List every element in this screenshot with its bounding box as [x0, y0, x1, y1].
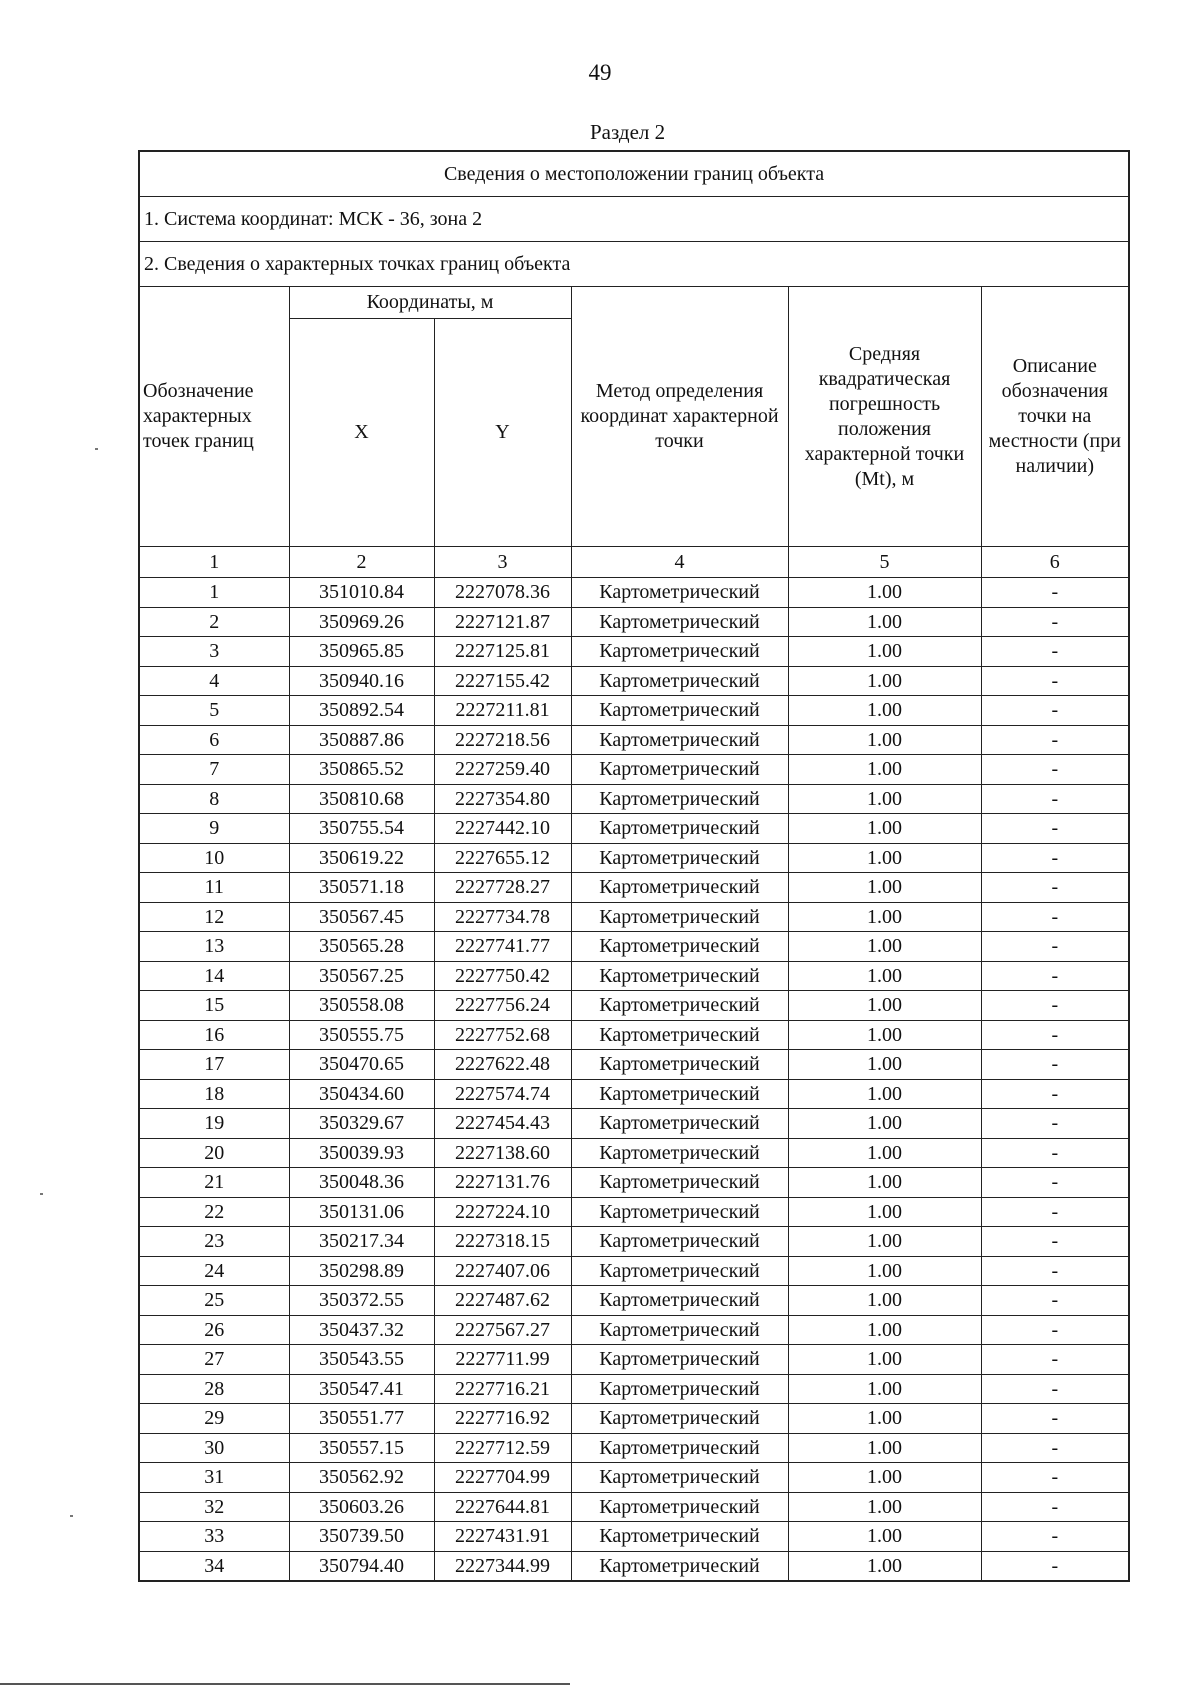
description-cell: -	[981, 1109, 1129, 1139]
method-cell: Картометрический	[571, 637, 788, 667]
table-row	[139, 755, 1129, 785]
table-row	[139, 1315, 1129, 1345]
description-cell: -	[981, 932, 1129, 962]
description-cell: -	[981, 755, 1129, 785]
point-number-cell: 3	[139, 637, 289, 667]
table-row	[139, 1109, 1129, 1139]
table-row	[139, 1463, 1129, 1493]
y-coordinate-cell: 2227704.99	[434, 1463, 571, 1493]
x-coordinate-cell: 350543.55	[289, 1345, 434, 1375]
description-cell: -	[981, 1522, 1129, 1552]
point-number-cell: 15	[139, 991, 289, 1021]
description-cell: -	[981, 696, 1129, 726]
column-number: 4	[571, 547, 788, 578]
error-cell: 1.00	[788, 873, 981, 903]
error-cell: 1.00	[788, 1286, 981, 1316]
error-cell: 1.00	[788, 843, 981, 873]
y-coordinate-cell: 2227655.12	[434, 843, 571, 873]
margin-speck	[40, 1193, 43, 1195]
table-row	[139, 1522, 1129, 1552]
table-row	[139, 932, 1129, 962]
description-cell: -	[981, 725, 1129, 755]
error-cell: 1.00	[788, 755, 981, 785]
error-cell: 1.00	[788, 1020, 981, 1050]
method-cell: Картометрический	[571, 1315, 788, 1345]
y-coordinate-cell: 2227318.15	[434, 1227, 571, 1257]
method-cell: Картометрический	[571, 696, 788, 726]
table-row	[139, 725, 1129, 755]
y-coordinate-cell: 2227259.40	[434, 755, 571, 785]
y-coordinate-cell: 2227711.99	[434, 1345, 571, 1375]
table-row	[139, 1433, 1129, 1463]
point-number-cell: 1	[139, 578, 289, 608]
margin-speck	[95, 448, 98, 450]
x-coordinate-cell: 350547.41	[289, 1374, 434, 1404]
x-coordinate-cell: 350969.26	[289, 607, 434, 637]
description-cell: -	[981, 1404, 1129, 1434]
header-x: X	[289, 319, 434, 547]
point-number-cell: 12	[139, 902, 289, 932]
description-cell: -	[981, 873, 1129, 903]
error-cell: 1.00	[788, 784, 981, 814]
x-coordinate-cell: 350558.08	[289, 991, 434, 1021]
error-cell: 1.00	[788, 696, 981, 726]
error-cell: 1.00	[788, 666, 981, 696]
x-coordinate-cell: 350434.60	[289, 1079, 434, 1109]
error-cell: 1.00	[788, 1138, 981, 1168]
error-cell: 1.00	[788, 1522, 981, 1552]
x-coordinate-cell: 350794.40	[289, 1551, 434, 1581]
error-cell: 1.00	[788, 1109, 981, 1139]
x-coordinate-cell: 350565.28	[289, 932, 434, 962]
x-coordinate-cell: 350865.52	[289, 755, 434, 785]
x-coordinate-cell: 350739.50	[289, 1522, 434, 1552]
method-cell: Картометрический	[571, 932, 788, 962]
point-number-cell: 23	[139, 1227, 289, 1257]
method-cell: Картометрический	[571, 1050, 788, 1080]
table-row	[139, 1050, 1129, 1080]
header-description: Описание обозначения точки на местности (при наличии)	[981, 287, 1129, 547]
error-cell: 1.00	[788, 902, 981, 932]
description-cell: -	[981, 1463, 1129, 1493]
error-cell: 1.00	[788, 578, 981, 608]
table-row	[139, 637, 1129, 667]
method-cell: Картометрический	[571, 1020, 788, 1050]
method-cell: Картометрический	[571, 1433, 788, 1463]
method-cell: Картометрический	[571, 578, 788, 608]
method-cell: Картометрический	[571, 1286, 788, 1316]
description-cell: -	[981, 607, 1129, 637]
points-section-label: 2. Сведения о характерных точках границ объекта	[139, 242, 1129, 287]
table-row	[139, 1404, 1129, 1434]
y-coordinate-cell: 2227442.10	[434, 814, 571, 844]
x-coordinate-cell: 350562.92	[289, 1463, 434, 1493]
table-row	[139, 1286, 1129, 1316]
y-coordinate-cell: 2227078.36	[434, 578, 571, 608]
point-number-cell: 28	[139, 1374, 289, 1404]
table-title: Сведения о местоположении границ объекта	[139, 151, 1129, 197]
method-cell: Картометрический	[571, 1227, 788, 1257]
x-coordinate-cell: 350329.67	[289, 1109, 434, 1139]
boundary-points-table	[138, 150, 1130, 1582]
method-cell: Картометрический	[571, 1256, 788, 1286]
error-cell: 1.00	[788, 1374, 981, 1404]
description-cell: -	[981, 1286, 1129, 1316]
error-cell: 1.00	[788, 1492, 981, 1522]
description-cell: -	[981, 666, 1129, 696]
description-cell: -	[981, 1168, 1129, 1198]
y-coordinate-cell: 2227487.62	[434, 1286, 571, 1316]
y-coordinate-cell: 2227218.56	[434, 725, 571, 755]
method-cell: Картометрический	[571, 873, 788, 903]
column-number-row	[139, 547, 1129, 578]
table-row	[139, 578, 1129, 608]
point-number-cell: 24	[139, 1256, 289, 1286]
description-cell: -	[981, 1315, 1129, 1345]
x-coordinate-cell: 350571.18	[289, 873, 434, 903]
y-coordinate-cell: 2227750.42	[434, 961, 571, 991]
column-number: 6	[981, 547, 1129, 578]
point-number-cell: 16	[139, 1020, 289, 1050]
error-cell: 1.00	[788, 961, 981, 991]
table-row	[139, 696, 1129, 726]
table-row	[139, 1138, 1129, 1168]
error-cell: 1.00	[788, 1551, 981, 1581]
y-coordinate-cell: 2227712.59	[434, 1433, 571, 1463]
table-row	[139, 1227, 1129, 1257]
method-cell: Картометрический	[571, 666, 788, 696]
y-coordinate-cell: 2227344.99	[434, 1551, 571, 1581]
method-cell: Картометрический	[571, 1551, 788, 1581]
point-number-cell: 4	[139, 666, 289, 696]
point-number-cell: 34	[139, 1551, 289, 1581]
description-cell: -	[981, 1433, 1129, 1463]
error-cell: 1.00	[788, 607, 981, 637]
y-coordinate-cell: 2227716.21	[434, 1374, 571, 1404]
x-coordinate-cell: 350810.68	[289, 784, 434, 814]
table-row	[139, 607, 1129, 637]
table-row	[139, 1551, 1129, 1581]
x-coordinate-cell: 350755.54	[289, 814, 434, 844]
point-number-cell: 33	[139, 1522, 289, 1552]
section-title: Раздел 2	[590, 120, 666, 144]
y-coordinate-cell: 2227741.77	[434, 932, 571, 962]
x-coordinate-cell: 350965.85	[289, 637, 434, 667]
error-cell: 1.00	[788, 814, 981, 844]
table-row	[139, 1020, 1129, 1050]
x-coordinate-cell: 351010.84	[289, 578, 434, 608]
table-row	[139, 1079, 1129, 1109]
method-cell: Картометрический	[571, 607, 788, 637]
x-coordinate-cell: 350940.16	[289, 666, 434, 696]
x-coordinate-cell: 350048.36	[289, 1168, 434, 1198]
table-row	[139, 1345, 1129, 1375]
header-error: Средняя квадратическая погрешность положения характерной точки (Mt), м	[788, 287, 981, 547]
table-row	[139, 1256, 1129, 1286]
method-cell: Картометрический	[571, 1522, 788, 1552]
column-number: 5	[788, 547, 981, 578]
method-cell: Картометрический	[571, 1079, 788, 1109]
method-cell: Картометрический	[571, 1374, 788, 1404]
error-cell: 1.00	[788, 1079, 981, 1109]
column-number: 3	[434, 547, 571, 578]
point-number-cell: 22	[139, 1197, 289, 1227]
y-coordinate-cell: 2227567.27	[434, 1315, 571, 1345]
header-coordinates: Координаты, м	[289, 287, 571, 319]
table-row	[139, 814, 1129, 844]
x-coordinate-cell: 350551.77	[289, 1404, 434, 1434]
description-cell: -	[981, 814, 1129, 844]
x-coordinate-cell: 350892.54	[289, 696, 434, 726]
point-number-cell: 26	[139, 1315, 289, 1345]
description-cell: -	[981, 637, 1129, 667]
x-coordinate-cell: 350555.75	[289, 1020, 434, 1050]
header-method: Метод определения координат характерной точки	[571, 287, 788, 547]
method-cell: Картометрический	[571, 755, 788, 785]
error-cell: 1.00	[788, 1168, 981, 1198]
table-row	[139, 1197, 1129, 1227]
y-coordinate-cell: 2227756.24	[434, 991, 571, 1021]
y-coordinate-cell: 2227574.74	[434, 1079, 571, 1109]
y-coordinate-cell: 2227125.81	[434, 637, 571, 667]
method-cell: Картометрический	[571, 1109, 788, 1139]
description-cell: -	[981, 1050, 1129, 1080]
y-coordinate-cell: 2227138.60	[434, 1138, 571, 1168]
point-number-cell: 13	[139, 932, 289, 962]
y-coordinate-cell: 2227752.68	[434, 1020, 571, 1050]
y-coordinate-cell: 2227224.10	[434, 1197, 571, 1227]
error-cell: 1.00	[788, 1433, 981, 1463]
x-coordinate-cell: 350298.89	[289, 1256, 434, 1286]
y-coordinate-cell: 2227431.91	[434, 1522, 571, 1552]
coord-system-label: 1. Система координат: МСК - 36, зона 2	[139, 197, 1129, 242]
method-cell: Картометрический	[571, 725, 788, 755]
x-coordinate-cell: 350372.55	[289, 1286, 434, 1316]
method-cell: Картометрический	[571, 991, 788, 1021]
point-number-cell: 14	[139, 961, 289, 991]
point-number-cell: 31	[139, 1463, 289, 1493]
table-row	[139, 666, 1129, 696]
method-cell: Картометрический	[571, 784, 788, 814]
error-cell: 1.00	[788, 1315, 981, 1345]
table-row	[139, 961, 1129, 991]
table-row	[139, 902, 1129, 932]
error-cell: 1.00	[788, 1227, 981, 1257]
error-cell: 1.00	[788, 932, 981, 962]
x-coordinate-cell: 350217.34	[289, 1227, 434, 1257]
description-cell: -	[981, 1227, 1129, 1257]
description-cell: -	[981, 961, 1129, 991]
method-cell: Картометрический	[571, 1197, 788, 1227]
description-cell: -	[981, 902, 1129, 932]
y-coordinate-cell: 2227728.27	[434, 873, 571, 903]
error-cell: 1.00	[788, 1463, 981, 1493]
y-coordinate-cell: 2227121.87	[434, 607, 571, 637]
table-row	[139, 1492, 1129, 1522]
method-cell: Картометрический	[571, 1345, 788, 1375]
description-cell: -	[981, 1492, 1129, 1522]
table-row	[139, 784, 1129, 814]
error-cell: 1.00	[788, 1256, 981, 1286]
description-cell: -	[981, 843, 1129, 873]
point-number-cell: 19	[139, 1109, 289, 1139]
x-coordinate-cell: 350557.15	[289, 1433, 434, 1463]
method-cell: Картометрический	[571, 902, 788, 932]
point-number-cell: 30	[139, 1433, 289, 1463]
point-number-cell: 9	[139, 814, 289, 844]
description-cell: -	[981, 1079, 1129, 1109]
y-coordinate-cell: 2227622.48	[434, 1050, 571, 1080]
x-coordinate-cell: 350603.26	[289, 1492, 434, 1522]
error-cell: 1.00	[788, 1345, 981, 1375]
column-number: 2	[289, 547, 434, 578]
x-coordinate-cell: 350470.65	[289, 1050, 434, 1080]
method-cell: Картометрический	[571, 1404, 788, 1434]
error-cell: 1.00	[788, 1050, 981, 1080]
point-number-cell: 6	[139, 725, 289, 755]
point-number-cell: 29	[139, 1404, 289, 1434]
description-cell: -	[981, 578, 1129, 608]
point-number-cell: 2	[139, 607, 289, 637]
header-designation: Обозначение характерных точек границ	[139, 287, 289, 547]
description-cell: -	[981, 1345, 1129, 1375]
point-number-cell: 8	[139, 784, 289, 814]
y-coordinate-cell: 2227734.78	[434, 902, 571, 932]
y-coordinate-cell: 2227716.92	[434, 1404, 571, 1434]
x-coordinate-cell: 350039.93	[289, 1138, 434, 1168]
description-cell: -	[981, 991, 1129, 1021]
y-coordinate-cell: 2227211.81	[434, 696, 571, 726]
error-cell: 1.00	[788, 725, 981, 755]
margin-speck	[70, 1515, 73, 1517]
page-number: 49	[588, 60, 612, 85]
y-coordinate-cell: 2227407.06	[434, 1256, 571, 1286]
x-coordinate-cell: 350437.32	[289, 1315, 434, 1345]
point-number-cell: 5	[139, 696, 289, 726]
page-bottom-rule	[0, 1683, 570, 1685]
y-coordinate-cell: 2227131.76	[434, 1168, 571, 1198]
y-coordinate-cell: 2227354.80	[434, 784, 571, 814]
table-row	[139, 991, 1129, 1021]
point-number-cell: 21	[139, 1168, 289, 1198]
description-cell: -	[981, 1256, 1129, 1286]
error-cell: 1.00	[788, 991, 981, 1021]
method-cell: Картометрический	[571, 961, 788, 991]
table-row	[139, 1374, 1129, 1404]
x-coordinate-cell: 350887.86	[289, 725, 434, 755]
table-row	[139, 843, 1129, 873]
description-cell: -	[981, 784, 1129, 814]
point-number-cell: 20	[139, 1138, 289, 1168]
method-cell: Картометрический	[571, 1168, 788, 1198]
description-cell: -	[981, 1020, 1129, 1050]
x-coordinate-cell: 350619.22	[289, 843, 434, 873]
x-coordinate-cell: 350131.06	[289, 1197, 434, 1227]
error-cell: 1.00	[788, 1197, 981, 1227]
table-row	[139, 1168, 1129, 1198]
description-cell: -	[981, 1197, 1129, 1227]
point-number-cell: 25	[139, 1286, 289, 1316]
method-cell: Картометрический	[571, 814, 788, 844]
point-number-cell: 18	[139, 1079, 289, 1109]
point-number-cell: 10	[139, 843, 289, 873]
y-coordinate-cell: 2227155.42	[434, 666, 571, 696]
method-cell: Картометрический	[571, 1463, 788, 1493]
y-coordinate-cell: 2227454.43	[434, 1109, 571, 1139]
point-number-cell: 7	[139, 755, 289, 785]
table-row	[139, 873, 1129, 903]
point-number-cell: 32	[139, 1492, 289, 1522]
error-cell: 1.00	[788, 1404, 981, 1434]
description-cell: -	[981, 1551, 1129, 1581]
header-y: Y	[434, 319, 571, 547]
method-cell: Картометрический	[571, 1492, 788, 1522]
description-cell: -	[981, 1374, 1129, 1404]
method-cell: Картометрический	[571, 843, 788, 873]
column-number: 1	[139, 547, 289, 578]
y-coordinate-cell: 2227644.81	[434, 1492, 571, 1522]
point-number-cell: 17	[139, 1050, 289, 1080]
error-cell: 1.00	[788, 637, 981, 667]
point-number-cell: 27	[139, 1345, 289, 1375]
description-cell: -	[981, 1138, 1129, 1168]
x-coordinate-cell: 350567.25	[289, 961, 434, 991]
x-coordinate-cell: 350567.45	[289, 902, 434, 932]
method-cell: Картометрический	[571, 1138, 788, 1168]
point-number-cell: 11	[139, 873, 289, 903]
